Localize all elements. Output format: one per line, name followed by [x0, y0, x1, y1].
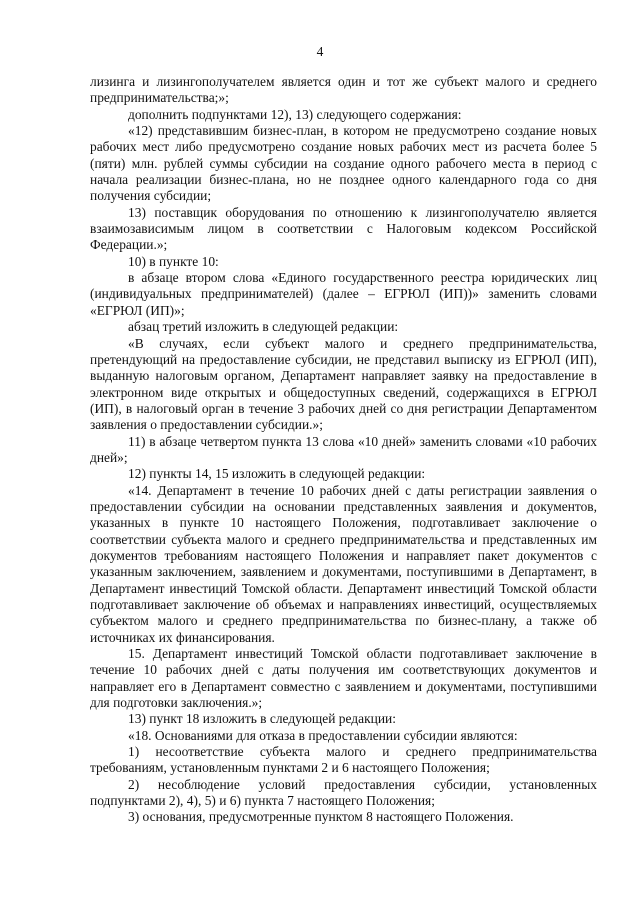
- paragraph-add-subpoints: дополнить подпунктами 12), 13) следующего содержания:: [128, 106, 462, 122]
- paragraph-point-15: 15. Департамент инвестиций Томской области подготавливает заключение в течение 10 рабочих дней с даты получения им соответствующих документов и направляет его в Департамент совместно с заявлением и документами, поступившими для подготовки заключения.»;: [90, 646, 597, 711]
- paragraph-third-abzac-text: «В случаях, если субъект малого и среднего предпринимательства, претендующий на предоставление субсидии, не представил выписку из ЕГРЮЛ (ИП), выданную налоговым органом, Департамент направляет заявку на предоставление в электронном виде открытых и общедоступных сведений, содержащихся в ЕГРЮЛ (ИП), в налоговый орган в течение 3 рабочих дней со дня регистрации Департаментом заявления о предоставлении субсидии.»;: [90, 335, 597, 433]
- paragraph-second-abzac: в абзаце втором слова «Единого государственного реестра юридических лиц (индивидуальных предпринимателей) (далее – ЕГРЮЛ (ИП))» заменить словами «ЕГРЮЛ (ИП)»;: [90, 270, 597, 318]
- paragraph-leasing-continuation: лизинга и лизингополучателем является один и тот же субъект малого и среднего предпринимательства;»;: [90, 74, 597, 106]
- paragraph-item-10: 10) в пункте 10:: [128, 253, 219, 269]
- paragraph-item-13: 13) пункт 18 изложить в следующей редакции:: [128, 711, 396, 727]
- paragraph-refusal-3: 3) основания, предусмотренные пунктом 8 настоящего Положения.: [128, 809, 514, 825]
- page-number: 4: [316, 44, 324, 59]
- paragraph-point-14: «14. Департамент в течение 10 рабочих дней с даты регистрации заявления о предоставлении субсидии на основании представленных заявления и документов, указанных в пункте 10 настоящего Положения, подготавливает заключение о соответствии субъекта малого и среднего предпринимательства и представленных им документов требованиям настоящего Положения и направляет пакет документов с указанным заключением, заявлением и документами, поступившими в Департамент, в Департамент инвестиций Томской области. Департамент инвестиций Томской области подготавливает заключение об объемах и направлениях инвестиций, осуществляемых субъектом малого и среднего предпринимательства по бизнес-плану, а также об источниках их финансирования.: [90, 482, 597, 645]
- paragraph-refusal-1: 1) несоответствие субъекта малого и среднего предпринимательства требованиям, установленным пунктами 2 и 6 настоящего Положения;: [90, 744, 597, 776]
- paragraph-subpoint-12: «12) представившим бизнес-план, в котором не предусмотрено создание новых рабочих мест либо предусмотрено создание новых рабочих мест из расчета более 5 (пяти) млн. рублей суммы субсидии на создание одного рабочего места в период с начала реализации бизнес-плана, но не позднее одного календарного года со дня получения субсидии;: [90, 123, 597, 204]
- paragraph-item-11: 11) в абзаце четвертом пункта 13 слова «10 дней» заменить словами «10 рабочих дней»;: [90, 433, 597, 465]
- paragraph-point-18: «18. Основаниями для отказа в предоставлении субсидии являются:: [128, 727, 518, 743]
- paragraph-subpoint-13: 13) поставщик оборудования по отношению к лизингополучателю является взаимозависимым лицом в соответствии с Налоговым кодексом Российской Федерации.»;: [90, 204, 597, 253]
- document-body: [90, 74, 597, 826]
- paragraph-item-12: 12) пункты 14, 15 изложить в следующей редакции:: [128, 466, 426, 482]
- paragraph-refusal-2: 2) несоблюдение условий предоставления субсидии, установленных подпунктами 2), 4), 5) и 6) пункта 7 настоящего Положения;: [90, 776, 597, 809]
- paragraph-third-abzac-intro: абзац третий изложить в следующей редакции:: [128, 319, 399, 335]
